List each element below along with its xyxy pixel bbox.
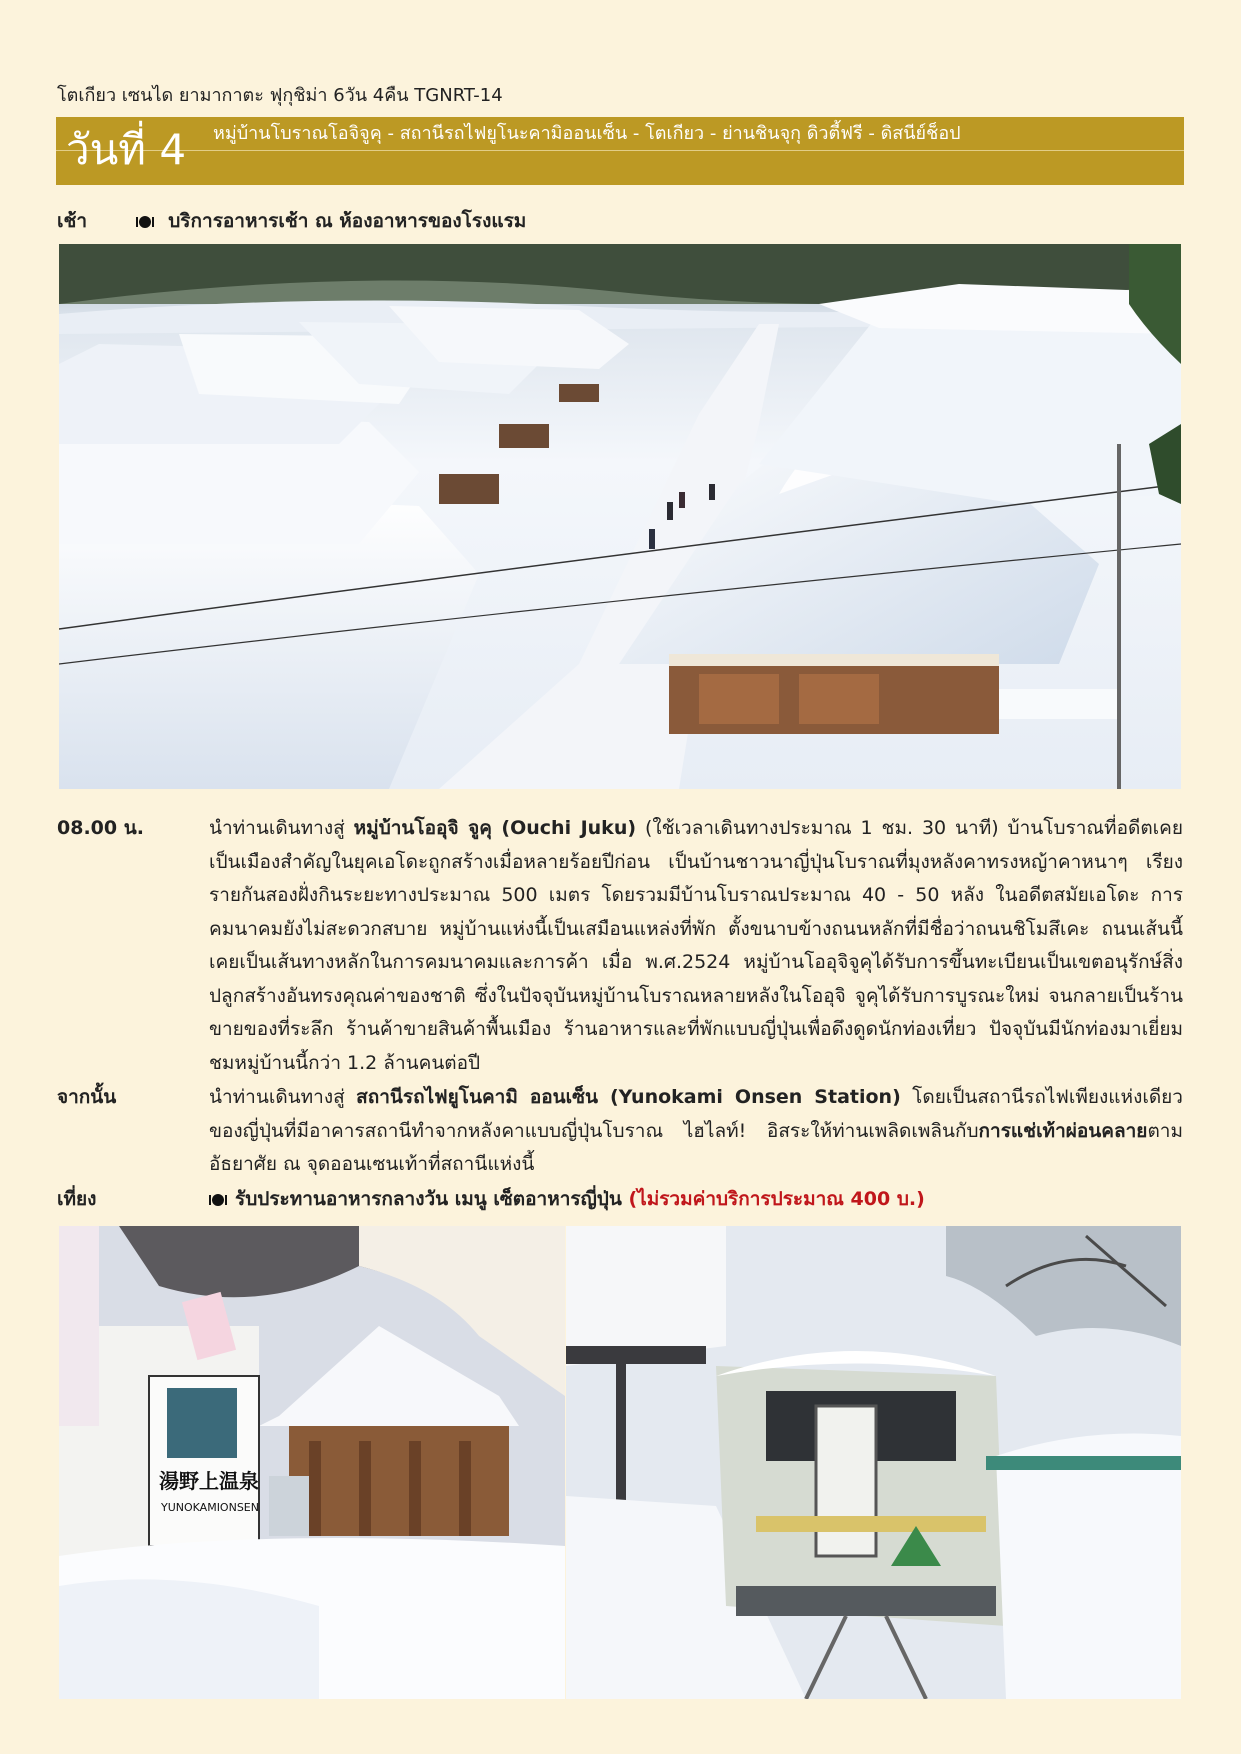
banner-rule xyxy=(56,150,1184,151)
day-route: หมู่บ้านโบราณโอจิจูคุ - สถานีรถไฟยูโนะคามิออนเซ็น - โตเกียว - ย่านชินจุกุ ดิวตี้ฟรี - ดิสนีย์ช็อป xyxy=(213,123,961,144)
lunch-text: รับประทานอาหารกลางวัน เมนู เซ็ตอาหารญี่ปุ่น xyxy=(235,1188,622,1210)
entry-description-2: ตามอัธยาศัย ณ จุดออนเซนเท้าที่สถานีแห่งนี้ xyxy=(209,1119,1183,1175)
entry-text xyxy=(209,1081,1183,1182)
dish-icon xyxy=(209,1194,227,1206)
entry-highlight: หมู่บ้านโออุจิ จูคุ (Ouchi Juku) xyxy=(353,817,637,839)
village-photo xyxy=(59,244,1181,789)
entry-time: 08.00 น. xyxy=(57,817,144,839)
lunch-text-wrap xyxy=(209,1183,1183,1217)
entry-time: จากนั้น xyxy=(57,1086,117,1108)
station-sign-romaji: YUNOKAMIONSEN xyxy=(161,1501,259,1514)
day-banner xyxy=(56,117,1184,185)
entry-yunokami-station xyxy=(57,1081,1183,1182)
entry-intro: นำท่านเดินทางสู่ xyxy=(209,817,354,839)
village-illustration xyxy=(59,244,1181,789)
day-label: วันที่ 4 xyxy=(66,125,187,174)
lunch-label: เที่ยง xyxy=(57,1188,97,1210)
tour-title: โตเกียว เซนได ยามากาตะ ฟุกุชิม่า 6วัน 4คืน TGNRT-14 xyxy=(57,85,503,106)
breakfast-row xyxy=(57,206,526,236)
entry-text xyxy=(209,812,1183,1080)
entry-description: (ใช้เวลาเดินทางประมาณ 1 ชม. 30 นาที) บ้านโบราณที่อดีตเคยเป็นเมืองสำคัญในยุคเอโดะถูกสร้างเมื่อหลายร้อยปีก่อน เป็นบ้านชาวนาญี่ปุ่นโบราณที่มุงหลังคาทรงหญ้าคาหนาๆ เรียงรายกันสองฝั่งกินระยะทางประมาณ 500 เมตร โดยรวมมีบ้านโบราณประมาณ 40 - 50 หลัง ในอดีตสมัยเอโดะ การคมนาคมยังไม่สะดวกสบาย หมู่บ้านแห่งนี้เป็นเสมือนแหล่งที่พัก ตั้งขนาบข้างถนนหลักที่มีชื่อว่าถนนชิโมสึเคะ ถนนเส้นนี้เคยเป็นเส้นทางหลักในการคมนาคมและการค้า เมื่อ พ.ศ.2524 หมู่บ้านโออุจิจูคุได้รับการขึ้นทะเบียนเป็นเขตอนุรักษ์สิ่งปลูกสร้างอันทรงคุณค่าของชาติ ซึ่งในปัจจุบันหมู่บ้านโบราณหลายหลังในโออุจิ จูคุได้รับการบูรณะใหม่ จนกลายเป็นร้านขายของที่ระลึก ร้านค้าขายสินค้าพื้นเมือง ร้านอาหารและที่พักแบบญี่ปุ่นเพื่อดึงดูดนักท่องเที่ยว ปัจจุบันมีนักท่องมาเยี่ยมชมหมู่บ้านนี้กว่า 1.2 ล้านคนต่อปี xyxy=(209,817,1183,1074)
train-photo xyxy=(566,1226,1181,1699)
train-illustration xyxy=(566,1226,1181,1699)
entry-highlight-2: การแช่เท้าผ่อนคลาย xyxy=(978,1119,1148,1142)
breakfast-label: เช้า xyxy=(57,210,88,232)
breakfast-text: บริการอาหารเช้า ณ ห้องอาหารของโรงแรม xyxy=(168,210,527,232)
station-sign-kanji: 湯野上温泉 xyxy=(159,1469,259,1493)
lunch-row xyxy=(57,1183,1183,1217)
station-photo xyxy=(59,1226,565,1699)
entry-ouchi-juku xyxy=(57,812,1183,1080)
entry-intro: นำท่านเดินทางสู่ xyxy=(209,1086,357,1108)
dish-icon xyxy=(136,216,154,228)
entry-description: โดยเป็นสถานีรถไฟเพียงแห่งเดียวของญี่ปุ่นที่มีอาคารสถานีทำจากหลังคาแบบญี่ปุ่นโบราณ ไฮไลท์! อิสระให้ท่านเพลิดเพลินกับ xyxy=(209,1086,1183,1142)
station-illustration xyxy=(59,1226,565,1699)
entry-highlight: สถานีรถไฟยูโนคามิ ออนเซ็น (Yunokami Onsen Station) xyxy=(356,1086,901,1108)
lunch-note: (ไม่รวมค่าบริการประมาณ 400 บ.) xyxy=(628,1188,925,1210)
